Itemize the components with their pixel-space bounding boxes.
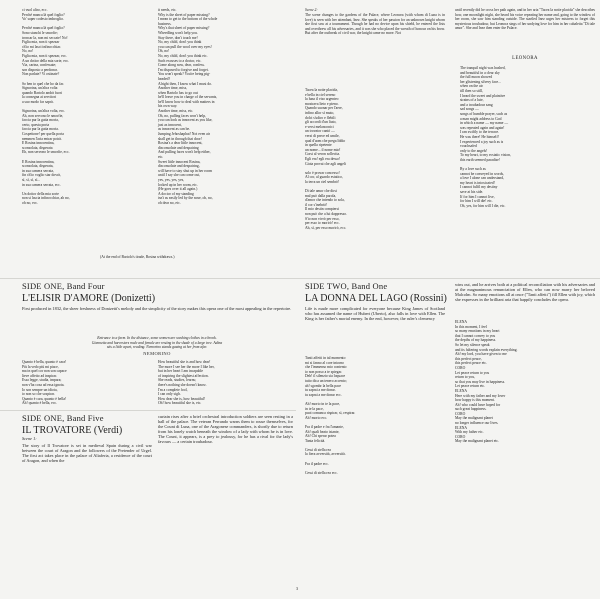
bartolo-stage-direction: (At the end of Bartolo's tirade, Rosina withdraws.) <box>100 255 175 259</box>
side1-band5-heading: SIDE ONE, Band Five <box>22 413 104 423</box>
leonora-role-label: LEONORA <box>512 56 538 61</box>
elena-english-text: ELENA In this moment, I feel so many emotions in my heart that I cannot convey to you the depths of my happiness. So let my silence speak and its faltering words explain everything. Ah! my lord, you have given to me this perfect peace, this perfect peace etc. CORO Let peace return to you return to you, so that you may live in happiness. Let peace return etc. ELENA Here with my father and my lover how happy is this moment. Ah! who could have hoped for such great happiness. CORO May the malignant planet no longer influence our lives. ELENA With my father etc. CORO May the malignant planet etc. <box>455 320 518 444</box>
donna-del-lago-title: LA DONNA DEL LAGO (Rossini) <box>305 293 447 304</box>
donna-del-lago-synopsis-2: wins out, and he arrives both at a political reconciliation with his adversaries and at the magnanimous renunciation of Ellen, who can now marry her beloved Malcolm. So many emotions all at once ("Tanti affetti") fill Ellen with joy, which she expresses in the brilliant aria that happily concludes the opera. <box>455 282 595 302</box>
elisir-intro: First produced in 1832, the sheer freshness of Donizetti's melody and the simplicity of the story makes this opera one of the most appealing in the repertoire. <box>22 306 292 311</box>
trovatore-title: IL TROVATORE (Verdi) <box>22 425 123 436</box>
side1-band4-heading: SIDE ONE, Band Four <box>22 281 105 291</box>
nemorino-italian-text: Quanto è bella, quanto è cara! Più la vedo più mi piace, ma in quel cor non son capace lieve affetto ad inspirar. Essa legge, studia, impara; non v'ha cosa ad essa ignota. Io son sempre un idiota, io non so che sospirar. Quanto è cara, quanto è bella! Ah! quanto è bella, ecc. <box>22 360 67 406</box>
scene1-heading: Scene 1: <box>22 436 37 441</box>
trovatore-scene2-synopsis: The scene changes to the gardens of the Palace, where Leonora (with whom di Luna is in love) is seen with her attendant, Inez. She speaks of her passion for an unknown knight whom she first saw at a tournament. Though he had no device upon his shield, he entered the lists and overthrew all his adversaries, and it was she who placed the wreath of honour on his brow. But after the outbreak of civil war, the knight came no more. Not <box>305 13 445 36</box>
donna-del-lago-synopsis-1: Life is made more complicated for everyone because King James of Scotland who has assumed the name of Hubert (Uberto), also falls in love with Ellen. The King is her father's mortal enemy. In the end, however, the ruler's clemency <box>305 306 445 321</box>
nemorino-role-label: NEMORINO <box>143 351 171 356</box>
elena-italian-text: Tanti affetti in tal momento mi si fanno al core intorno che l'immenso mio contento io non posso a te spiegar. Deh! il silenzio sia loquace tutto dica un tenero accento; ah! sgombr la bella pace tu saprai a me donar. tu saprai a me donar ecc. Ah! morto in te la pace, in te la pace, puoi comunca rispirar, sì, respirar. Ah! morto ecc. Fra il padre e fra l'amante, Ah! quali beato istante, Ah! Chi sperar potea Tanta felicità. Cessi di stella rea la fiera avversità, avversità. Fra il padre ecc. Cessi di stella rea ecc. <box>305 356 356 475</box>
elisir-title: L'ELISIR D'AMORE (Donizetti) <box>22 293 156 304</box>
leonora-italian-text: Tacea la notte placida, e bella in ciel sereno la luna il viso argenteo mostrava lieto e pieno. Quando suonar per l'aere, infino allor sì muto, dolci s'udiro e flebili gli accordi d'un liuto, e versi melanconici un trovator cantò — versi di prece ed umile, qual d'uom che prega Iddio in quella ripetente un nome... il nome mio! Corsi al veron sollecita. Egli era! egli era desso! Gioia provai che agli angeli solo è provar concesso! Al cor, al guardo estatico, la terra un ciel sembrò! Di tale amor che dirsi mal può dalla parola, d'amor che intendo io sola, il cor s'inebriò! Il mio destin compiersi non può che a lui dappresso. S'io non vivrò per esso, per esso io morirò! ecc. Ah, sì, per esso morirò, ecc. <box>305 88 347 230</box>
trovatore-synopsis-1: The story of Il Trovatore is set in medieval Spain during a civil war between the court of Aragon and the followers of the Pretender of Urgel. The first act takes place in the palace of Aliaferia, a residence of the court of Aragon, and when the <box>22 443 152 463</box>
trovatore-synopsis-2: curtain rises after a brief orchestral introduction soldiers are seen resting in a hall of the palace. The veteran Ferrando warns them to rouse themselves, for the Count di Luna, one of the Aragonese commanders, is shortly due to return from his lonely watch beneath the window of a lady with whom he is in love. The Count, it appears, is a prey to jealousy, for he has a rival for the lady's favours — a certain troubadour. <box>158 414 293 444</box>
trovatore-synopsis-cont: until recently did he cross her path again, and in her aria "Tacea la notte placida" she describes how, one moonlight night, she heard his voice repeating her name and, going to the window of her room, she saw him standing outside. The startled Inez urges her mistress to forget this mysterious troubadour, but Leonora sings of her undying love for him in her cabaletta "Di tale amor". She and Inez then enter the Palace. <box>455 8 595 31</box>
nemorino-english-text: How beautiful she is and how dear! The more I see her the more I like her, but in her heart I am incapable of inspiring the slightest affection. She reads, studies, learns; there's nothing she doesn't know. I'm a complete fool, I can only sigh. How dear she is, how beautiful! Oh! how beautiful she is, etc. <box>158 360 215 406</box>
bartolo-italian-text: ci vuol altro, ecc. Perché manca là quel foglio? Vo' saper codesto imbroglio. Perché manca là quel foglio? Sono stanchi le smorfie; troncar la, non mi seccate! No! Figlia mia, non ti spezzar ch'io mi lasci infinocchiar. No, no! Figlia mia, non ti spezzar, ecc. A un dottor della mia sorte, ecc. Via, carina, confessate; son disposto a perdonar. Non parlate? Vi ostinate? So ben io quel che ho da far. Signorina, un'altra volta quando Bartolo andrà fuori la consegna ai servitori a suo modo far saprà. Signorina, un'altra volta, ecc. Ah, non servono le smorfie, faccia pur la gatta morta, certo, questa porta faccia pur la gatta morta. Cospettone! per quella porta nemmen l'aria entrar potrà. E Rosina innocentina, sconsolata, disperata Eh, non servono le smorfie, ecc. E Rosina innocentina, sconsolata, disperata, in sua camera serrata, fin ch'io voglio star dovrà, sì, sì, sì, sì... in sua camera serrata, ecc. Un dottor della mia sorte non si lascia infinocchiar, ah no, oh no, ecc. <box>22 8 70 205</box>
divider-top <box>0 278 600 279</box>
side2-band1-heading: SIDE TWO, Band One <box>305 281 388 291</box>
elisir-stage-direction: Entrance to a farm. In the distance, some women are washing clothes in a brook. Giannetta and harvesters male and female are resting in the shade of a large tree. Adina sits a little apart, reading. Nemorino stands gazing at her from afar. <box>91 336 223 350</box>
bartolo-english-text: it needs, etc. Why is the sheet of paper missing? I mean to get to the bottom of the whole business. Why's that sheet of paper missing? Wheedling won't help you. Stay there, don't touch me! No, my child, don't you think you can pull the wool over my eyes! Oh, no! No, my child, don't you think etc. Such excuses to a doctor, etc. Come along now, dear, confess. I'm disposed to forgive and forget. You won't speak? You're being pig- headed? Alright then, I know what I must do. Another time, miss, when Bartolo has to go out he'll leave you in charge of the servants, he'll know how to deal with matters in his own way. Another time, miss, etc. Oh, no, pulling faces won't help, you can look as innocent as you like, just as innocent, as innocent as can be. Jumping Jehoshaphat! Not even air shall get in through that door! Rosina's a dear little innocent, disconsolate and despairing And pulling faces won't help either, etc. Sweet little innocent Rosina, disconsolate and despairing, will have to stay shut up in her room until I say she can come out, yes, yes, yes, yes, locked up in her room, etc. (He goes over it all again.) A doctor of my standing isn't as easily led by the nose, oh, no, oh dear no, etc. <box>158 8 218 205</box>
divider-bottom <box>0 410 296 411</box>
leonora-english-text: The tranquil night was hushed, and beautiful in a clear sky the full moon showed her glistening silvery face... when on the air till then so still, I heard the sweet and plaintive strains of a lute, and a troubadour sang sad songs — songs of humble prayer, such as a man might address to God in which a name — my name — was repeated again and again! I ran swiftly to the terrace. He was there! He himself! I experienced a joy such as is vouchsafed only to the angels! To my heart, to my ecstatic vision, this earth seemed paradise! By a love such as cannot be conveyed in words, a love I alone can understand, my heart is intoxicated! I cannot fulfil my destiny save at his side. If for him I cannot live, for him I will die! etc. Oh, yes, for him will I die, etc. <box>460 66 511 208</box>
page-number: 3 <box>296 586 298 591</box>
scene2-heading: Scene 2: <box>305 8 318 12</box>
